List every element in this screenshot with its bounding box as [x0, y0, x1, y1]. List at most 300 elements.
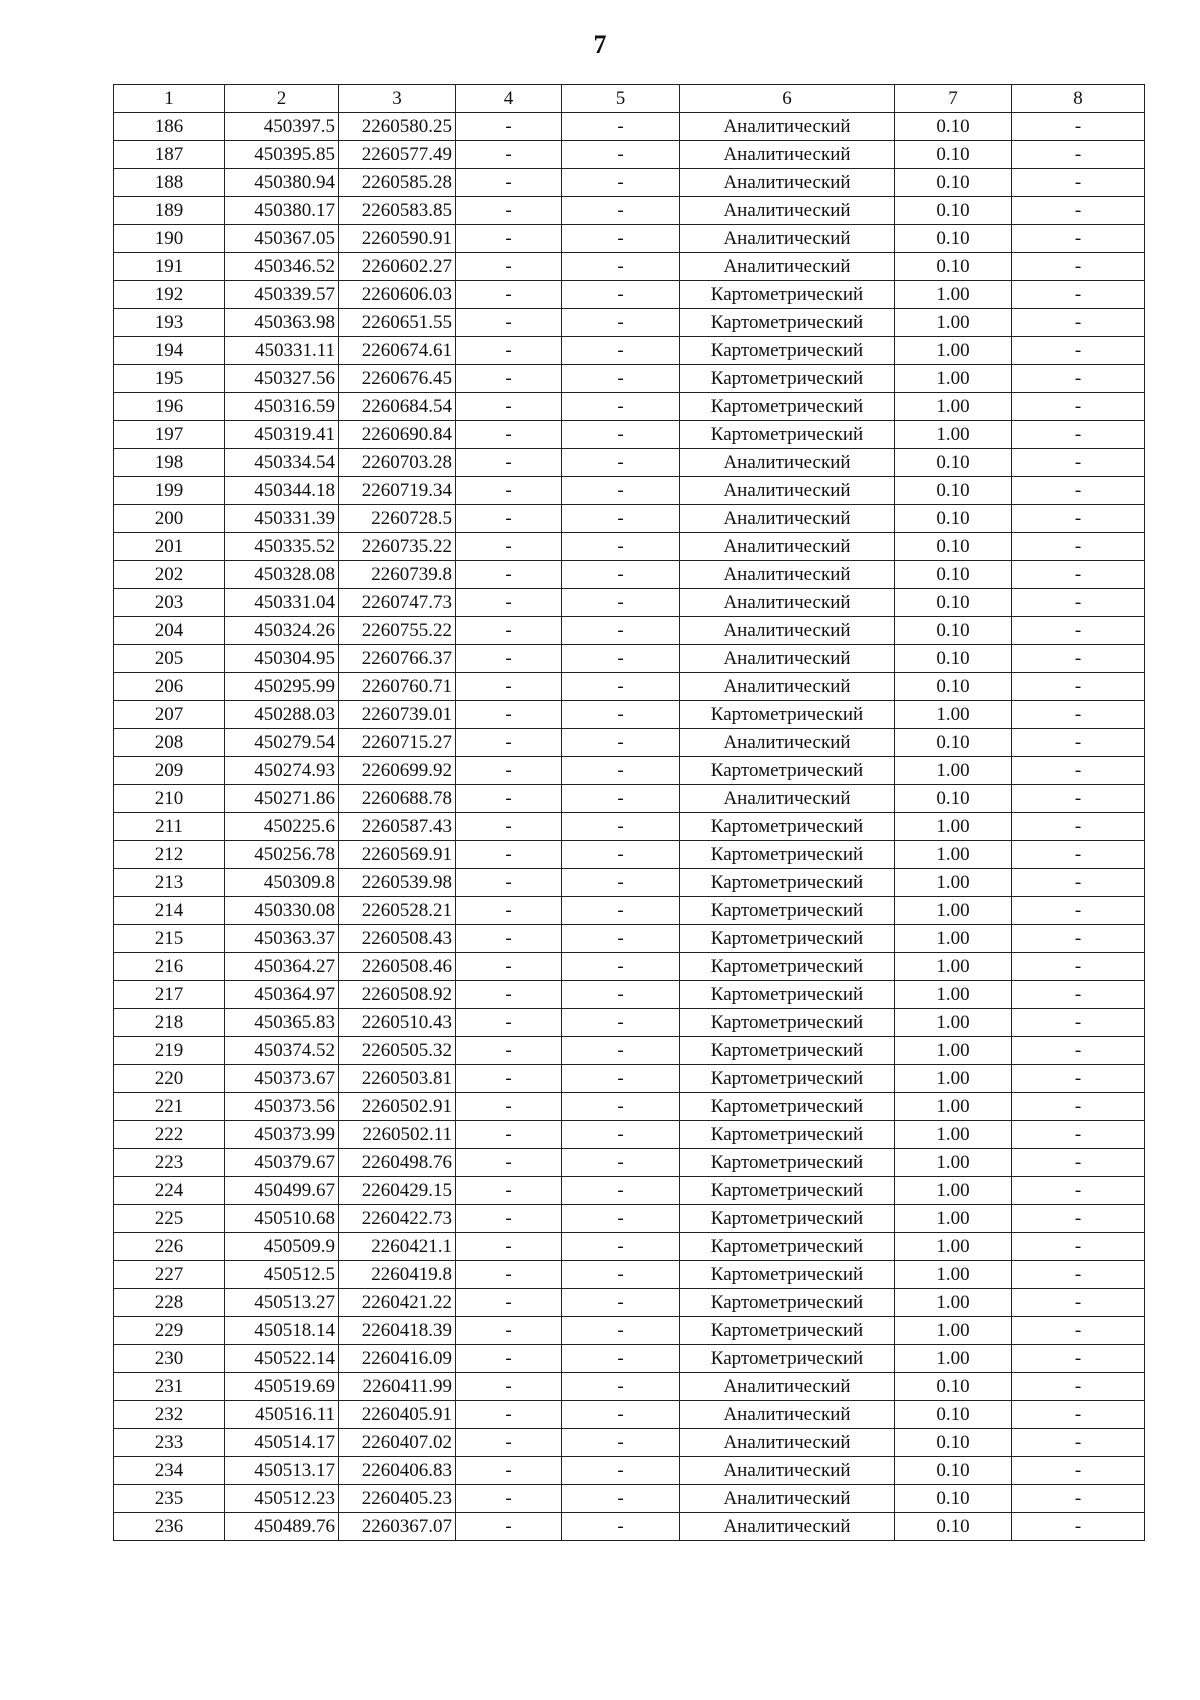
column-4-cell: - [456, 253, 562, 281]
table-row [114, 897, 1145, 925]
table-row [114, 953, 1145, 981]
table-row [114, 1513, 1145, 1541]
column-4-cell: - [456, 1429, 562, 1457]
x-coordinate-cell: 450225.6 [225, 813, 339, 841]
accuracy-cell: 1.00 [895, 1037, 1012, 1065]
x-coordinate-cell: 450519.69 [225, 1373, 339, 1401]
column-4-cell: - [456, 1037, 562, 1065]
y-coordinate-cell: 2260367.07 [339, 1513, 456, 1541]
table-row [114, 533, 1145, 561]
accuracy-cell: 0.10 [895, 673, 1012, 701]
column-4-cell: - [456, 953, 562, 981]
table-row [114, 1177, 1145, 1205]
point-number-cell: 208 [114, 729, 225, 757]
accuracy-cell: 0.10 [895, 533, 1012, 561]
y-coordinate-cell: 2260421.1 [339, 1233, 456, 1261]
column-5-cell: - [562, 673, 680, 701]
column-4-cell: - [456, 281, 562, 309]
accuracy-cell: 1.00 [895, 981, 1012, 1009]
column-4-cell: - [456, 141, 562, 169]
x-coordinate-cell: 450346.52 [225, 253, 339, 281]
header-row [114, 85, 1145, 113]
point-number-cell: 202 [114, 561, 225, 589]
method-cell: Картометрический [680, 897, 895, 925]
column-5-cell: - [562, 421, 680, 449]
header-cell: 4 [456, 85, 562, 113]
column-4-cell: - [456, 533, 562, 561]
column-8-cell: - [1012, 589, 1145, 617]
y-coordinate-cell: 2260688.78 [339, 785, 456, 813]
table-row [114, 701, 1145, 729]
x-coordinate-cell: 450363.98 [225, 309, 339, 337]
column-8-cell: - [1012, 533, 1145, 561]
table-row [114, 589, 1145, 617]
point-number-cell: 201 [114, 533, 225, 561]
column-8-cell: - [1012, 309, 1145, 337]
column-5-cell: - [562, 1149, 680, 1177]
x-coordinate-cell: 450331.11 [225, 337, 339, 365]
x-coordinate-cell: 450510.68 [225, 1205, 339, 1233]
column-8-cell: - [1012, 253, 1145, 281]
point-number-cell: 190 [114, 225, 225, 253]
y-coordinate-cell: 2260407.02 [339, 1429, 456, 1457]
table-row [114, 365, 1145, 393]
point-number-cell: 231 [114, 1373, 225, 1401]
point-number-cell: 221 [114, 1093, 225, 1121]
table-body [114, 113, 1145, 1541]
y-coordinate-cell: 2260715.27 [339, 729, 456, 757]
method-cell: Аналитический [680, 1485, 895, 1513]
y-coordinate-cell: 2260728.5 [339, 505, 456, 533]
table-row [114, 1345, 1145, 1373]
column-4-cell: - [456, 225, 562, 253]
method-cell: Картометрический [680, 281, 895, 309]
header-cell: 8 [1012, 85, 1145, 113]
column-5-cell: - [562, 197, 680, 225]
table-row [114, 673, 1145, 701]
column-5-cell: - [562, 225, 680, 253]
method-cell: Картометрический [680, 841, 895, 869]
table-row [114, 1429, 1145, 1457]
accuracy-cell: 1.00 [895, 1345, 1012, 1373]
accuracy-cell: 1.00 [895, 757, 1012, 785]
column-5-cell: - [562, 561, 680, 589]
method-cell: Аналитический [680, 197, 895, 225]
column-5-cell: - [562, 533, 680, 561]
accuracy-cell: 0.10 [895, 1429, 1012, 1457]
header-cell: 3 [339, 85, 456, 113]
point-number-cell: 206 [114, 673, 225, 701]
table-row [114, 1261, 1145, 1289]
x-coordinate-cell: 450364.27 [225, 953, 339, 981]
accuracy-cell: 0.10 [895, 1457, 1012, 1485]
table-row [114, 1065, 1145, 1093]
table-row [114, 281, 1145, 309]
table-row [114, 141, 1145, 169]
method-cell: Картометрический [680, 701, 895, 729]
column-8-cell: - [1012, 169, 1145, 197]
column-8-cell: - [1012, 701, 1145, 729]
column-5-cell: - [562, 925, 680, 953]
point-number-cell: 204 [114, 617, 225, 645]
column-5-cell: - [562, 869, 680, 897]
table-row [114, 1457, 1145, 1485]
table-row [114, 1093, 1145, 1121]
point-number-cell: 200 [114, 505, 225, 533]
column-5-cell: - [562, 1177, 680, 1205]
x-coordinate-cell: 450516.11 [225, 1401, 339, 1429]
x-coordinate-cell: 450364.97 [225, 981, 339, 1009]
method-cell: Картометрический [680, 1121, 895, 1149]
point-number-cell: 226 [114, 1233, 225, 1261]
table-row [114, 813, 1145, 841]
accuracy-cell: 0.10 [895, 197, 1012, 225]
accuracy-cell: 0.10 [895, 225, 1012, 253]
coordinates-table [113, 84, 1145, 1541]
method-cell: Картометрический [680, 337, 895, 365]
x-coordinate-cell: 450373.56 [225, 1093, 339, 1121]
column-4-cell: - [456, 197, 562, 225]
method-cell: Аналитический [680, 113, 895, 141]
column-8-cell: - [1012, 673, 1145, 701]
column-4-cell: - [456, 169, 562, 197]
column-5-cell: - [562, 281, 680, 309]
x-coordinate-cell: 450316.59 [225, 393, 339, 421]
column-5-cell: - [562, 505, 680, 533]
table-row [114, 561, 1145, 589]
column-5-cell: - [562, 1261, 680, 1289]
x-coordinate-cell: 450330.08 [225, 897, 339, 925]
point-number-cell: 224 [114, 1177, 225, 1205]
accuracy-cell: 0.10 [895, 477, 1012, 505]
method-cell: Аналитический [680, 533, 895, 561]
method-cell: Картометрический [680, 1065, 895, 1093]
method-cell: Картометрический [680, 813, 895, 841]
x-coordinate-cell: 450339.57 [225, 281, 339, 309]
method-cell: Картометрический [680, 757, 895, 785]
column-4-cell: - [456, 393, 562, 421]
column-8-cell: - [1012, 1037, 1145, 1065]
column-5-cell: - [562, 1037, 680, 1065]
accuracy-cell: 1.00 [895, 1317, 1012, 1345]
x-coordinate-cell: 450374.52 [225, 1037, 339, 1065]
column-4-cell: - [456, 673, 562, 701]
method-cell: Аналитический [680, 477, 895, 505]
x-coordinate-cell: 450324.26 [225, 617, 339, 645]
column-5-cell: - [562, 169, 680, 197]
accuracy-cell: 1.00 [895, 1065, 1012, 1093]
method-cell: Аналитический [680, 785, 895, 813]
point-number-cell: 220 [114, 1065, 225, 1093]
column-8-cell: - [1012, 1205, 1145, 1233]
table-row [114, 421, 1145, 449]
column-8-cell: - [1012, 925, 1145, 953]
column-8-cell: - [1012, 1429, 1145, 1457]
y-coordinate-cell: 2260583.85 [339, 197, 456, 225]
column-8-cell: - [1012, 1009, 1145, 1037]
y-coordinate-cell: 2260590.91 [339, 225, 456, 253]
table-row [114, 1149, 1145, 1177]
column-8-cell: - [1012, 1261, 1145, 1289]
accuracy-cell: 1.00 [895, 281, 1012, 309]
point-number-cell: 207 [114, 701, 225, 729]
accuracy-cell: 0.10 [895, 589, 1012, 617]
point-number-cell: 225 [114, 1205, 225, 1233]
column-5-cell: - [562, 1317, 680, 1345]
point-number-cell: 189 [114, 197, 225, 225]
column-8-cell: - [1012, 393, 1145, 421]
method-cell: Картометрический [680, 925, 895, 953]
point-number-cell: 192 [114, 281, 225, 309]
table-row [114, 785, 1145, 813]
y-coordinate-cell: 2260747.73 [339, 589, 456, 617]
column-5-cell: - [562, 1513, 680, 1541]
column-4-cell: - [456, 561, 562, 589]
x-coordinate-cell: 450380.17 [225, 197, 339, 225]
column-8-cell: - [1012, 645, 1145, 673]
point-number-cell: 214 [114, 897, 225, 925]
column-4-cell: - [456, 309, 562, 337]
accuracy-cell: 1.00 [895, 309, 1012, 337]
column-8-cell: - [1012, 841, 1145, 869]
point-number-cell: 215 [114, 925, 225, 953]
column-4-cell: - [456, 813, 562, 841]
accuracy-cell: 0.10 [895, 1373, 1012, 1401]
table-row [114, 1401, 1145, 1429]
column-5-cell: - [562, 589, 680, 617]
point-number-cell: 212 [114, 841, 225, 869]
column-8-cell: - [1012, 365, 1145, 393]
column-8-cell: - [1012, 785, 1145, 813]
column-8-cell: - [1012, 1317, 1145, 1345]
point-number-cell: 194 [114, 337, 225, 365]
point-number-cell: 232 [114, 1401, 225, 1429]
method-cell: Картометрический [680, 1289, 895, 1317]
method-cell: Картометрический [680, 981, 895, 1009]
column-5-cell: - [562, 1485, 680, 1513]
accuracy-cell: 1.00 [895, 1093, 1012, 1121]
x-coordinate-cell: 450279.54 [225, 729, 339, 757]
accuracy-cell: 1.00 [895, 393, 1012, 421]
accuracy-cell: 1.00 [895, 1289, 1012, 1317]
point-number-cell: 199 [114, 477, 225, 505]
table-row [114, 337, 1145, 365]
table-row [114, 1205, 1145, 1233]
method-cell: Картометрический [680, 393, 895, 421]
column-5-cell: - [562, 1121, 680, 1149]
method-cell: Аналитический [680, 225, 895, 253]
column-8-cell: - [1012, 1345, 1145, 1373]
column-8-cell: - [1012, 197, 1145, 225]
accuracy-cell: 1.00 [895, 925, 1012, 953]
y-coordinate-cell: 2260760.71 [339, 673, 456, 701]
y-coordinate-cell: 2260739.8 [339, 561, 456, 589]
column-4-cell: - [456, 701, 562, 729]
y-coordinate-cell: 2260735.22 [339, 533, 456, 561]
method-cell: Картометрический [680, 1205, 895, 1233]
table-row [114, 869, 1145, 897]
method-cell: Аналитический [680, 169, 895, 197]
table-row [114, 925, 1145, 953]
column-8-cell: - [1012, 477, 1145, 505]
column-4-cell: - [456, 477, 562, 505]
table-row [114, 1289, 1145, 1317]
column-4-cell: - [456, 1289, 562, 1317]
x-coordinate-cell: 450288.03 [225, 701, 339, 729]
column-8-cell: - [1012, 1485, 1145, 1513]
column-5-cell: - [562, 1429, 680, 1457]
y-coordinate-cell: 2260406.83 [339, 1457, 456, 1485]
column-8-cell: - [1012, 141, 1145, 169]
header-cell: 7 [895, 85, 1012, 113]
column-4-cell: - [456, 1261, 562, 1289]
column-4-cell: - [456, 1317, 562, 1345]
method-cell: Аналитический [680, 561, 895, 589]
accuracy-cell: 1.00 [895, 897, 1012, 925]
method-cell: Картометрический [680, 365, 895, 393]
point-number-cell: 227 [114, 1261, 225, 1289]
table-row [114, 225, 1145, 253]
column-4-cell: - [456, 449, 562, 477]
accuracy-cell: 1.00 [895, 365, 1012, 393]
point-number-cell: 203 [114, 589, 225, 617]
method-cell: Аналитический [680, 253, 895, 281]
y-coordinate-cell: 2260580.25 [339, 113, 456, 141]
column-8-cell: - [1012, 1233, 1145, 1261]
x-coordinate-cell: 450512.23 [225, 1485, 339, 1513]
column-8-cell: - [1012, 981, 1145, 1009]
x-coordinate-cell: 450319.41 [225, 421, 339, 449]
method-cell: Картометрический [680, 953, 895, 981]
column-8-cell: - [1012, 813, 1145, 841]
column-8-cell: - [1012, 505, 1145, 533]
header-cell: 5 [562, 85, 680, 113]
x-coordinate-cell: 450367.05 [225, 225, 339, 253]
table-row [114, 645, 1145, 673]
column-4-cell: - [456, 1009, 562, 1037]
point-number-cell: 193 [114, 309, 225, 337]
table-row [114, 981, 1145, 1009]
page-number: 7 [593, 30, 607, 59]
column-8-cell: - [1012, 1401, 1145, 1429]
column-4-cell: - [456, 505, 562, 533]
column-5-cell: - [562, 1373, 680, 1401]
column-5-cell: - [562, 1289, 680, 1317]
column-4-cell: - [456, 589, 562, 617]
point-number-cell: 188 [114, 169, 225, 197]
y-coordinate-cell: 2260755.22 [339, 617, 456, 645]
column-5-cell: - [562, 1009, 680, 1037]
x-coordinate-cell: 450512.5 [225, 1261, 339, 1289]
x-coordinate-cell: 450304.95 [225, 645, 339, 673]
point-number-cell: 234 [114, 1457, 225, 1485]
column-5-cell: - [562, 617, 680, 645]
y-coordinate-cell: 2260411.99 [339, 1373, 456, 1401]
y-coordinate-cell: 2260690.84 [339, 421, 456, 449]
column-8-cell: - [1012, 225, 1145, 253]
x-coordinate-cell: 450363.37 [225, 925, 339, 953]
table-row [114, 1009, 1145, 1037]
point-number-cell: 235 [114, 1485, 225, 1513]
accuracy-cell: 1.00 [895, 841, 1012, 869]
column-4-cell: - [456, 729, 562, 757]
point-number-cell: 228 [114, 1289, 225, 1317]
accuracy-cell: 1.00 [895, 1233, 1012, 1261]
accuracy-cell: 1.00 [895, 1261, 1012, 1289]
accuracy-cell: 0.10 [895, 449, 1012, 477]
x-coordinate-cell: 450271.86 [225, 785, 339, 813]
table-row [114, 1317, 1145, 1345]
column-4-cell: - [456, 1205, 562, 1233]
x-coordinate-cell: 450379.67 [225, 1149, 339, 1177]
y-coordinate-cell: 2260405.91 [339, 1401, 456, 1429]
method-cell: Аналитический [680, 617, 895, 645]
accuracy-cell: 1.00 [895, 1205, 1012, 1233]
y-coordinate-cell: 2260528.21 [339, 897, 456, 925]
column-5-cell: - [562, 701, 680, 729]
y-coordinate-cell: 2260569.91 [339, 841, 456, 869]
accuracy-cell: 0.10 [895, 729, 1012, 757]
column-8-cell: - [1012, 869, 1145, 897]
y-coordinate-cell: 2260405.23 [339, 1485, 456, 1513]
table-row [114, 757, 1145, 785]
x-coordinate-cell: 450309.8 [225, 869, 339, 897]
table-row [114, 729, 1145, 757]
accuracy-cell: 1.00 [895, 953, 1012, 981]
y-coordinate-cell: 2260539.98 [339, 869, 456, 897]
point-number-cell: 211 [114, 813, 225, 841]
method-cell: Картометрический [680, 1233, 895, 1261]
method-cell: Картометрический [680, 1345, 895, 1373]
x-coordinate-cell: 450331.39 [225, 505, 339, 533]
accuracy-cell: 1.00 [895, 1177, 1012, 1205]
accuracy-cell: 1.00 [895, 701, 1012, 729]
column-4-cell: - [456, 1065, 562, 1093]
point-number-cell: 196 [114, 393, 225, 421]
point-number-cell: 197 [114, 421, 225, 449]
y-coordinate-cell: 2260418.39 [339, 1317, 456, 1345]
y-coordinate-cell: 2260766.37 [339, 645, 456, 673]
y-coordinate-cell: 2260419.8 [339, 1261, 456, 1289]
method-cell: Аналитический [680, 729, 895, 757]
accuracy-cell: 1.00 [895, 869, 1012, 897]
column-4-cell: - [456, 757, 562, 785]
table-row [114, 393, 1145, 421]
accuracy-cell: 0.10 [895, 1401, 1012, 1429]
column-8-cell: - [1012, 617, 1145, 645]
x-coordinate-cell: 450328.08 [225, 561, 339, 589]
column-8-cell: - [1012, 449, 1145, 477]
column-5-cell: - [562, 981, 680, 1009]
column-4-cell: - [456, 981, 562, 1009]
x-coordinate-cell: 450518.14 [225, 1317, 339, 1345]
table-row [114, 617, 1145, 645]
accuracy-cell: 0.10 [895, 141, 1012, 169]
method-cell: Картометрический [680, 1317, 895, 1345]
column-5-cell: - [562, 813, 680, 841]
column-8-cell: - [1012, 281, 1145, 309]
column-4-cell: - [456, 1485, 562, 1513]
y-coordinate-cell: 2260739.01 [339, 701, 456, 729]
accuracy-cell: 1.00 [895, 421, 1012, 449]
x-coordinate-cell: 450397.5 [225, 113, 339, 141]
column-8-cell: - [1012, 1289, 1145, 1317]
accuracy-cell: 1.00 [895, 1121, 1012, 1149]
column-5-cell: - [562, 1233, 680, 1261]
method-cell: Картометрический [680, 1149, 895, 1177]
method-cell: Аналитический [680, 1513, 895, 1541]
accuracy-cell: 0.10 [895, 645, 1012, 673]
